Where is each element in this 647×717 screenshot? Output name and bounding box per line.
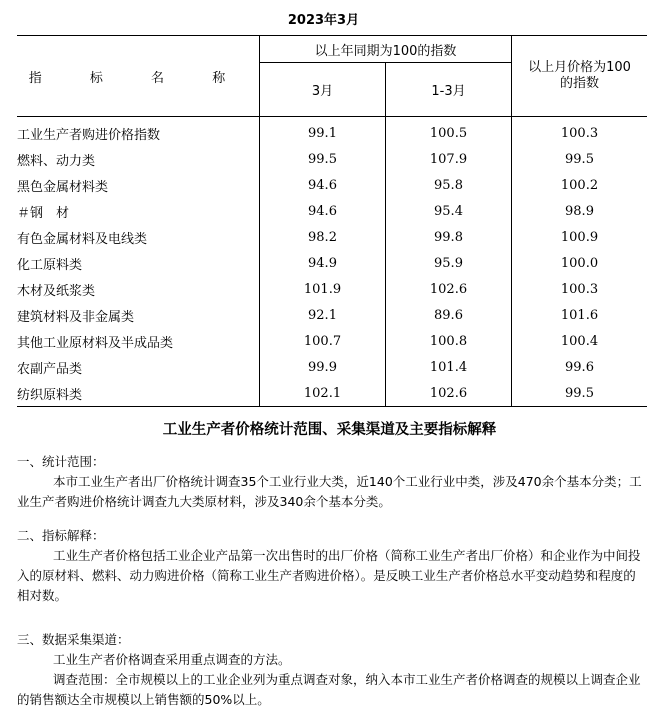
header-indicator-name: 指 标 名 称	[17, 36, 260, 117]
row-month-value: 101.9	[260, 276, 386, 302]
section-collection-method: 工业生产者价格调查采用重点调查的方法。	[53, 652, 291, 667]
row-name: ＃钢 材	[17, 198, 260, 224]
row-month-value: 102.1	[260, 380, 386, 407]
row-cumulative-value: 102.6	[386, 380, 512, 407]
section-indicator-text: 工业生产者价格包括工业企业产品第一次出售时的出厂价格（简称工业生产者出厂价格）和企业作为中间投入的原材料、燃料、动力购进价格（简称工业生产者购进价格）。是反映工业生产者价格总水平变动趋势和程度的相对数。	[17, 548, 641, 603]
table-row	[17, 276, 647, 302]
explanatory-notes	[17, 420, 642, 710]
row-mom-value: 101.6	[560, 307, 599, 323]
section-collection-scope: 调查范围：全市规模以上的工业企业列为重点调查对象，纳入本市工业生产者价格调查的规模以上调查企业的销售额达全市规模以上销售额的50%以上。	[17, 672, 641, 707]
row-cumulative-value: 102.6	[386, 276, 512, 302]
table-row	[17, 354, 647, 380]
row-mom-value: 100.3	[560, 125, 599, 141]
row-month-value: 99.1	[260, 117, 386, 147]
row-cumulative-value: 101.4	[386, 354, 512, 380]
row-month-value: 98.2	[260, 224, 386, 250]
header-mom-line1: 以上月价格为100	[528, 60, 631, 75]
row-month-value: 100.7	[260, 328, 386, 354]
table-row	[17, 117, 647, 147]
row-name: 黑色金属材料类	[17, 172, 260, 198]
row-month-value: 99.5	[260, 146, 386, 172]
row-mom-value: 98.9	[565, 203, 594, 219]
row-name: 农副产品类	[17, 354, 260, 380]
row-name: 其他工业原材料及半成品类	[17, 328, 260, 354]
header-yoy-group: 以上年同期为100的指数	[260, 36, 512, 63]
row-mom-value: 99.5	[512, 380, 647, 407]
table-row	[17, 380, 647, 407]
row-name: 有色金属材料及电线类	[17, 224, 260, 250]
table-row	[17, 198, 647, 224]
header-month: 3月	[260, 63, 386, 117]
row-mom-value: 99.6	[565, 359, 594, 375]
row-month-value: 92.1	[260, 302, 386, 328]
row-cumulative-value: 107.9	[386, 146, 512, 172]
row-cumulative-value: 95.8	[386, 172, 512, 198]
section-indicator-title: 二、指标解释：	[17, 528, 105, 543]
table-row	[17, 172, 647, 198]
row-cumulative-value: 100.5	[386, 117, 512, 147]
row-mom-value: 100.9	[560, 229, 599, 245]
price-index-table	[17, 35, 647, 407]
report-period: 2023年3月	[287, 13, 360, 28]
section-collection-title: 三、数据采集渠道：	[17, 632, 130, 647]
table-row	[17, 328, 647, 354]
row-name: 工业生产者购进价格指数	[17, 117, 260, 147]
row-mom-value: 100.4	[560, 333, 599, 349]
row-mom-value: 100.2	[560, 177, 599, 193]
row-name: 化工原料类	[17, 250, 260, 276]
row-month-value: 99.9	[260, 354, 386, 380]
row-mom-value: 100.3	[560, 281, 599, 297]
section-scope-text: 本市工业生产者出厂价格统计调查35个工业行业大类，近140个工业行业中类，涉及470余个基本分类；工业生产者购进价格统计调查九大类原材料，涉及340余个基本分类。	[17, 474, 642, 509]
row-month-value: 94.6	[260, 172, 386, 198]
header-mom	[512, 36, 647, 117]
row-name: 燃料、动力类	[17, 146, 260, 172]
table-row	[17, 224, 647, 250]
row-mom-value: 100.0	[560, 255, 599, 271]
row-name: 建筑材料及非金属类	[17, 302, 260, 328]
table-row	[17, 250, 647, 276]
row-month-value: 94.6	[260, 198, 386, 224]
row-cumulative-value: 95.9	[386, 250, 512, 276]
row-cumulative-value: 100.8	[386, 328, 512, 354]
row-name: 纺织原料类	[17, 380, 260, 407]
header-cumulative: 1-3月	[386, 63, 512, 117]
table-row	[17, 302, 647, 328]
notes-title: 工业生产者价格统计范围、采集渠道及主要指标解释	[162, 422, 497, 438]
table-row	[17, 146, 647, 172]
row-cumulative-value: 89.6	[386, 302, 512, 328]
row-cumulative-value: 95.4	[386, 198, 512, 224]
row-mom-value: 99.5	[565, 151, 594, 167]
row-cumulative-value: 99.8	[386, 224, 512, 250]
row-month-value: 94.9	[260, 250, 386, 276]
section-scope-title: 一、统计范围：	[17, 454, 105, 469]
row-name: 木材及纸浆类	[17, 276, 260, 302]
header-mom-line2: 的指数	[559, 76, 599, 91]
